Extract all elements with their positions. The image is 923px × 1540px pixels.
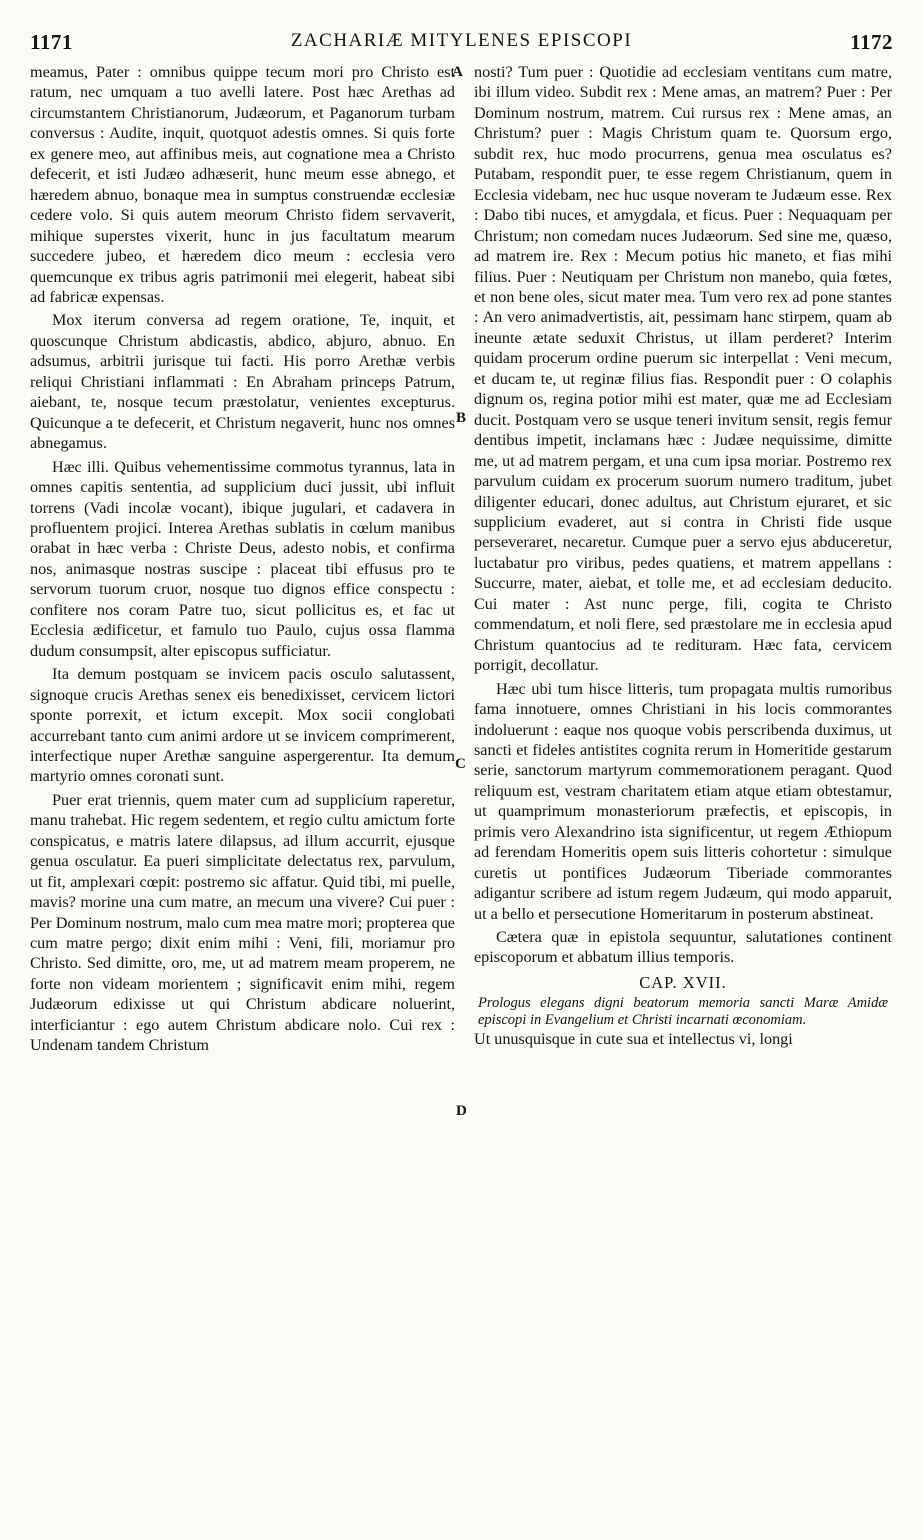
paragraph: Cætera quæ in epistola sequuntur, salutationes continent episcoporum et abbatum illius temporis.: [474, 928, 892, 967]
page-header: [30, 30, 893, 60]
paragraph: Hæc illi. Quibus vehementissime commotus tyrannus, lata in omnes capitis sententia, ad supplicium duci jussit, ubi influit torrens (Vadi incolæ vocant), ibique jugulari, et cadavera in profluentem projici. Interea Arethas sublatis in cœlum manibus orabat in hæc verba : Christe Deus, adesto nobis, et confirma nos, animasque nostras suscipe : placeat tibi effusus pro te servorum tuorum cruor, nosque tuo dignos effice conspectu : confitere nos coram Patre tuo, sicut pollicitus es, et fac ut Ecclesia ædificetur, et famulo tuo Paulo, cujus ossa flamma dudum consumpsit, alter episcopus sufficiatur.: [30, 457, 455, 660]
paragraph: Hæc ubi tum hisce litteris, tum propagata multis rumoribus fama innotuere, omnes Christiani in his locis commorantes indoluerunt : eaque nos quoque vobis perscribenda duximus, ut sancti et fideles antistites cognita rerum in Homeritide gestarum serie, sanctorum martyrum commemorationem peragant. Quod reliquum est, vestram charitatem etiam atque etiam obtestamur, ut quamprimum monasteriorum præfectis, et episcopis, in primis vero Alexandrino ista significentur, ut regem Æthiopum ad ferendam Homeritis opem suis litteris cohortetur : simulque curetis ut pontifices Judæorum Tiberiade commorantes adigantur scribere ad istum regem Judæum, qui modo apparuit, ut a bello et persecutione Homeritarum in posterum abstineat.: [474, 679, 892, 923]
paragraph: Ita demum postquam se invicem pacis osculo salutassent, signoque crucis Arethas senex eis benedixisset, cervicem lictori sponte porrexit, et ictum excepit. Mox socii conglobati accurrebant tanto cum animi ardore ut se invicem comprimerent, interfectique nuper Arethæ sanguine aspergerentur. Ita demum martyrio omnes coronati sunt.: [30, 665, 455, 786]
chapter-subtitle: Prologus elegans digni beatorum memoria sancti Maræ Amidæ episcopi in Evangelium et Christi incarnati œconomiam.: [478, 995, 888, 1029]
margin-marker-c: C: [455, 756, 466, 772]
margin-marker-b: B: [456, 410, 467, 426]
right-column: [474, 62, 892, 1050]
paragraph: Puer erat triennis, quem mater cum ad supplicium raperetur, manu trahebat. Hic regem sedentem, et regio cultu amictum forte conspicatus, e matris latere dilapsus, ad illum accurrit, ejusque genua osculatur. Ea pueri simplicitate delectatus rex, parvulum, ut fit, amplexari cœpit: postremo sic affatur. Quid tibi, mi puelle, mavis? morine una cum matre, an mecum una vivere? Cui puer : Per Dominum nostrum, malo cum mea matre mori; propterea que cum matre pergo; dixit enim mihi : Veni, fili, moriamur pro Christo. Sed dimitte, oro, me, ut ad matrem meam properem, ne forte non videam morientem ; significavit enim mihi, regem Judæorum edixisse ut qui Christum abdicare noluerint, interficiantur : ego autem Christum abdicare nolo. Cui rex : Undenam tandem Christum: [30, 790, 455, 1055]
paragraph: Mox iterum conversa ad regem oratione, Te, inquit, et quoscunque Christum abdicastis, abdico, abjuro, abnuo. En adsumus, arbitrii jurisque tui facti. His porro Arethæ verbis reliqui Christiani inflammati : En Abraham princeps Patrum, aiebant, te, nosque tecum præstolatur, venientes excepturus. Quicunque a te defecerit, et Christum negaverit, hunc nos omnes abnegamus.: [30, 311, 455, 453]
margin-marker-a: A: [452, 64, 463, 80]
page-number-right: 1172: [850, 30, 893, 54]
running-title: ZACHARIÆ MITYLENES EPISCOPI: [290, 30, 633, 51]
chapter-heading: CAP. XVII.: [639, 972, 727, 992]
left-column: [30, 62, 455, 1056]
paragraph: nosti? Tum puer : Quotidie ad ecclesiam ventitans cum matre, ibi illum video. Subdit rex : Mene amas, an matrem? Puer : Per Dominum nostrum, matrem. Cui rursus rex : Mene amas, an Christum? puer : Magis Christum quam te. Quorsum ergo, subdit rex, huc modo procurrens, genua mea osculatus es? Putabam, respondit puer, te esse regem Christianum, quem in Ecclesia videbam, nec huc usque noveram te Judæum esse. Rex : Dabo tibi nuces, et amygdala, et ficus. Puer : Nequaquam per Christum; non comedam nuces Judæorum. Sed sine me, quæso, ad matrem ire. Rex : Mecum potius hic maneto, et fias mihi filius. Puer : Neutiquam per Christum non manebo, quia fœtes, et non bene oles, sicut mater mea. Tum vero rex ad pone stantes : An vero animadvertistis, ait, pessimam hanc stirpem, quam ab ineunte ætate seduxit Christus, ut illam perderet? Interim quidam procerum ordine puerum sic interpellat : Veni mecum, et ducam te, ut reginæ filius fias. Respondit puer : O colaphis dignum os, regina potior mihi est mater, quæ me ad Ecclesiam ducit. Postquam vero se usque teneri invitum sensit, regis femur dentibus impetit, inclamans hæc : Judæe nequissime, dimitte me, ut ad matrem pergam, et una cum ipsa moriar. Postremo rex parvulum cuidam ex procerum suorum numero traditum, jubet diligenter educari, donec adultus, aut Christum ejuraret, et sic supplicium evaderet, aut si contra in Christi fide usque perseveraret, necaretur. Cumque puer a servo ejus abduceretur, luctabatur pro viribus, pedes quatiens, et matrem appellans : Succurre, mater, aiebat, et tolle me, et ad ecclesiam deducito. Cui mater : Ast nunc perge, fili, cogita te Christo commendatum, et noli flere, sed præstolare me in ecclesia apud Christum quantocius ad te redituram. Hæc fata, cervicem porrigit, decollatur.: [474, 63, 892, 675]
paragraph: meamus, Pater : omnibus quippe tecum mori pro Christo est ratum, nec umquam a tuo avelli latere. Post hæc Arethas ad circumstantem Christianorum, Judæorum, et Paganorum turbam conversus : Audite, inquit, quotquot adestis omnes. Si quis forte ex genere meo, aut affinibus meis, aut cognatione mea a Christo defecerit, et isti Judæo adhæserit, hunc meum esse abnego, et hæredem abnuo, bonaque mea in sumptus construendæ ecclesiæ cedere volo. Si quis autem meorum Christo fidem servaverit, mihique superstes vixerit, hunc in jus facultatum mearum succedere jubeo, et hæredem dico meum : ecclesia vero quemcunque ex tribus agris patrimonii mei elegerit, habeat sibi ad fabricæ expensas.: [30, 63, 455, 306]
margin-marker-d: D: [456, 1103, 467, 1119]
page-number-left: 1171: [30, 30, 73, 54]
chapter-opening-line: Ut unusquisque in cute sua et intellectus vi, longi: [474, 1030, 793, 1049]
